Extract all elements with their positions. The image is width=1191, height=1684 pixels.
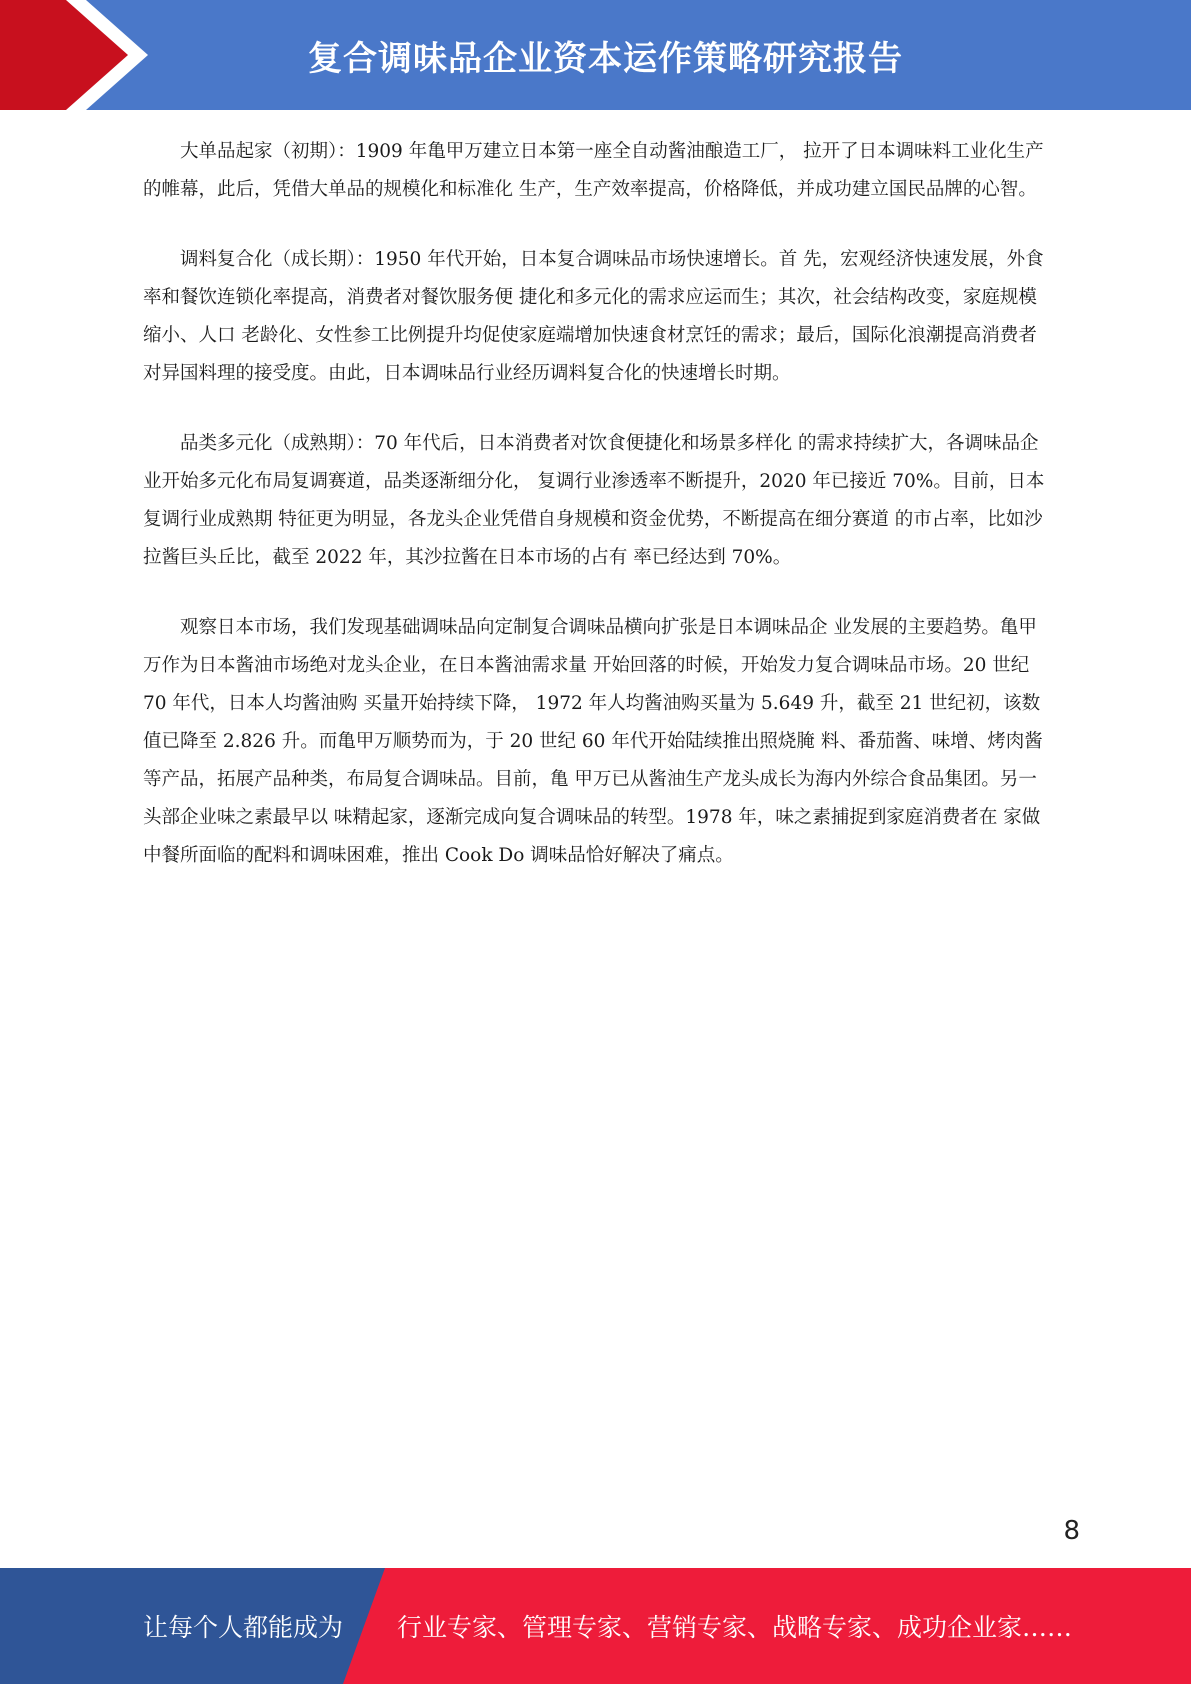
page-number: 8 — [1063, 1516, 1080, 1546]
footer-slogan-right: 行业专家、管理专家、营销专家、战略专家、成功企业家…… — [397, 1613, 1073, 1642]
body-text — [143, 133, 1048, 907]
paragraph-mature-stage: 品类多元化（成熟期）：70 年代后，日本消费者对饮食便捷化和场景多样化 的需求持续扩大，各调味品企业开始多元化布局复调赛道，品类逐渐细分化， 复调行业渗透率不断提升，2020 年已接近 70%。目前，日本复调行业成熟期 特征更为明显，各龙头企业凭借自身规模和资金优势，不断提高在细分赛道 的市占率，比如沙拉酱巨头丘比，截至 2022 年，其沙拉酱在日本市场的占有 率已经达到 70%。 — [143, 433, 1045, 568]
paragraph-growth-stage: 调料复合化（成长期）：1950 年代开始，日本复合调味品市场快速增长。首 先，宏观经济快速发展，外食率和餐饮连锁化率提高，消费者对餐饮服务便 捷化和多元化的需求应运而生；其次，社会结构改变，家庭规模缩小、人口 老龄化、女性参工比例提升均促使家庭端增加快速食材烹饪的需求；最后，国际化浪潮提高消费者对异国料理的接受度。由此，日本调味品行业经历调料复合化的快速增长时期。 — [143, 249, 1044, 384]
header-bar — [0, 0, 1191, 110]
paragraph-japan-market: 观察日本市场，我们发现基础调味品向定制复合调味品横向扩张是日本调味品企 业发展的主要趋势。亀甲万作为日本酱油市场绝对龙头企业，在日本酱油需求量 开始回落的时候，开始发力复合调味品市场。20 世纪 70 年代，日本人均酱油购 买量开始持续下降， 1972 年人均酱油购买量为 5.649 升，截至 21 世纪初，该数 值已降至 2.826 升。而亀甲万顺势而为，于 20 世纪 60 年代开始陆续推出照烧腌 料、番茄酱、味增、烤肉酱等产品，拓展产品种类，布局复合调味品。目前，亀 甲万已从酱油生产龙头成长为海内外综合食品集团。另一头部企业味之素最早以 味精起家，逐渐完成向复合调味品的转型。1978 年，味之素捕捉到家庭消费者在 家做中餐所面临的配料和调味困难，推出 Cook Do 调味品恰好解决了痛点。 — [143, 617, 1043, 866]
report-title: 复合调味品企业资本运作策略研究报告 — [308, 38, 903, 79]
footer-banner — [0, 1568, 1191, 1684]
paragraph-initial-stage: 大单品起家（初期）：1909 年亀甲万建立日本第一座全自动酱油酿造工厂， 拉开了日本调味料工业化生产的帷幕，此后，凭借大单品的规模化和标准化 生产，生产效率提高，价格降低，并成功建立国民品牌的心智。 — [143, 141, 1044, 200]
footer-slogan-left: 让每个人都能成为 — [143, 1613, 344, 1642]
